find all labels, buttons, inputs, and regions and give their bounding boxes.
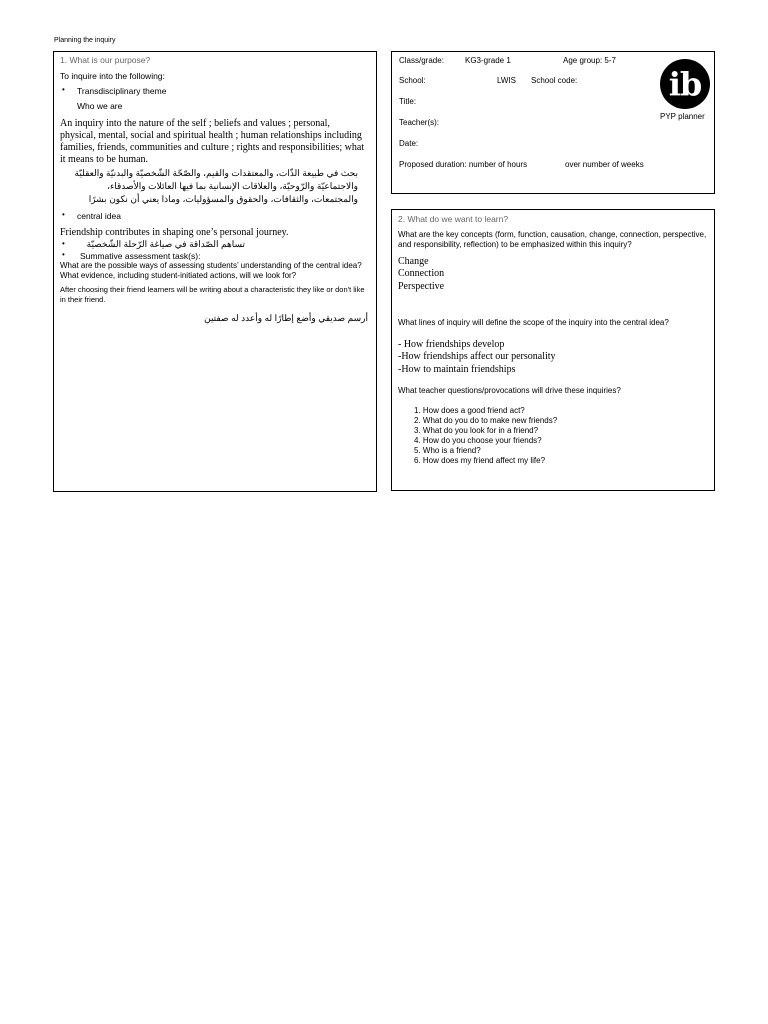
class-value: KG3-grade 1 <box>465 56 511 65</box>
assessment-question: What are the possible ways of assessing students’ understanding of the central idea? What evidence, including student-initiated actions, will we look for? <box>60 261 362 280</box>
theme-description-ar-2: والاجتماعيّة والرّوحيّة، والعلاقات الإنسانية بما فيها العائلات والأصدقاء، <box>107 181 358 191</box>
theme-description-ar-3: والمجتمعات، والثقافات، والحقوق والمسؤوليات، وماذا يعني أن نكون بشرًا <box>88 194 358 204</box>
age-group-label: Age group: 5-7 <box>563 56 616 65</box>
teacher-question: 1. How does a good friend act? <box>414 406 525 415</box>
date-label: Date: <box>399 139 419 148</box>
inquire-intro: To inquire into the following: <box>60 71 165 81</box>
central-idea: Friendship contributes in shaping one’s personal journey. <box>60 227 289 238</box>
theme-name: Who we are <box>77 101 123 111</box>
school-value: LWIS <box>497 76 516 85</box>
theme-description: An inquiry into the nature of the self ; beliefs and values ; personal, physical, mental, social and spiritual health ; human relationships including families, friends, communities and culture ; rights and responsibilities; what it means to be human. <box>60 118 365 165</box>
assessment-task-ar: أرسم صديقي وأضع إطارًا له وأعدد له صفتين <box>204 313 368 323</box>
bullet-dot: • <box>62 239 65 248</box>
line-of-inquiry: -How friendships affect our personality <box>398 351 556 362</box>
line-of-inquiry: - How friendships develop <box>398 339 505 350</box>
teacher-question: 3. What do you look for in a friend? <box>414 426 539 435</box>
section2-title: 2. What do we want to learn? <box>398 214 509 224</box>
central-idea-ar: تساهم الصّداقة في صياغة الرّحلة الشّخصيّة <box>86 239 245 249</box>
theme-description-ar-1: بحث في طبيعة الذّات، والمعتقدات والقيم، والصّحّة الشّخصيّة والبدنيّة والعقليّة <box>74 168 358 178</box>
title-label: Title: <box>399 97 417 106</box>
teacher-questions-label: What teacher questions/provocations will drive these inquiries? <box>398 386 621 395</box>
transdisciplinary-label: Transdisciplinary theme <box>77 86 167 96</box>
section1-title: 1. What is our purpose? <box>60 55 151 65</box>
teacher-question: 4. How do you choose your friends? <box>414 436 542 445</box>
central-idea-label: central idea <box>77 211 121 221</box>
bullet-dot: • <box>62 85 65 94</box>
line-of-inquiry: -How to maintain friendships <box>398 364 516 375</box>
teachers-label: Teacher(s): <box>399 118 440 127</box>
concept-item: Connection <box>398 268 445 279</box>
duration-label: Proposed duration: number of hours <box>399 160 528 169</box>
ib-logo <box>660 59 710 109</box>
pyp-planner-label: PYP planner <box>660 112 705 121</box>
teacher-question: 2. What do you do to make new friends? <box>414 416 558 425</box>
page-header: Planning the inquiry <box>54 37 116 44</box>
bullet-dot: • <box>62 250 65 259</box>
teacher-question: 5. Who is a friend? <box>414 446 481 455</box>
class-label: Class/grade: <box>399 56 444 65</box>
key-concepts-question: What are the key concepts (form, function, causation, change, connection, perspective, and responsibility, reflection) to be emphasized within this inquiry? <box>398 230 707 249</box>
assessment-task: After choosing their friend learners will be writing about a characteristic they like or don't like in their friend. <box>60 285 365 304</box>
lines-question: What lines of inquiry will define the scope of the inquiry into the central idea? <box>398 318 669 327</box>
ib-logo-text: ib <box>668 65 702 103</box>
summative-label: Summative assessment task(s): <box>80 251 201 261</box>
school-code-label: School code: <box>531 76 578 85</box>
teacher-question: 6. How does my friend affect my life? <box>414 456 546 465</box>
school-label: School: <box>399 76 426 85</box>
weeks-label: over number of weeks <box>565 160 644 169</box>
concept-item: Perspective <box>398 281 445 292</box>
concept-item: Change <box>398 256 429 267</box>
bullet-dot: • <box>62 210 65 219</box>
